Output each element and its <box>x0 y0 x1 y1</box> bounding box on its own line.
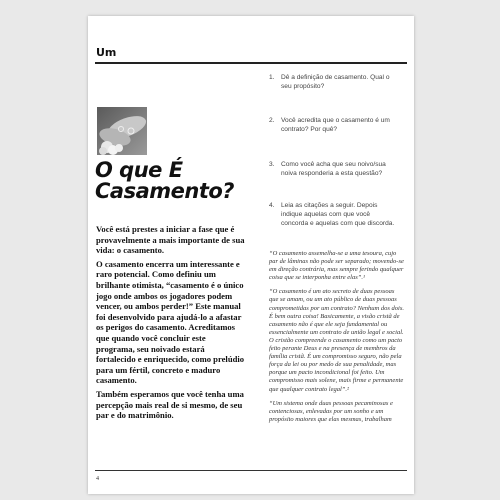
chapter-label: Um <box>96 46 117 59</box>
wedding-photo-icon <box>97 107 147 155</box>
quote-paragraph: “O casamento é um ato secreto de duas pessoas que se amam, ou um ato público de duas pessoas comprometidas por um contrato? Nenhum dos dois. É bem outra coisa! Basicamente, a visão cristã de casamento não é que ele seja fundamental ou essencialmente um contrato de união legal e social. O cristão compreende o casamento como um pacto feito perante Deus e na presença de membros da família cristã. É um compromisso seguro, não pela força da lei ou por medo de sua penalidade, mas porque um pacto incondicional foi feito. Um compromisso mais solene, mais firme e permanente que qualquer contrato legal”.² <box>269 288 404 393</box>
question-number: 1. <box>269 74 275 81</box>
intro-paragraph: O casamento encerra um interessante e raro potencial. Como definiu um brilhante otimista, “casamento é o único jogo onde ambos os jogadores podem vencer, ou ambos perder!” Este manual foi desenvolvido para ajudá-lo a afastar os perigos do casamento. Acreditamos que quando você concluir este programa, seu noivado estará fortalecido e enriquecido, como prelúdio para um fértil, concreto e maduro casamento. <box>96 258 245 386</box>
question-number: 3. <box>269 161 275 168</box>
page-title <box>95 160 255 202</box>
title-line-1: O que É <box>95 158 183 182</box>
intro-paragraph: Você está prestes a iniciar a fase que é provavelmente a mais importante de sua vida: o casamento. <box>96 224 245 256</box>
quote-paragraph: “O casamento assemelha-se a uma tesoura, cujo par de lâminas não pode ser separado; movendo-se em direção contrária, mas sempre ferindo qualquer coisa que se interponha entre elas”.¹ <box>269 250 404 282</box>
header-rule <box>95 62 407 64</box>
question-2 <box>269 116 399 134</box>
title-line-2: Casamento? <box>95 179 234 203</box>
question-text: Leia as citações a seguir. Depois indique aquelas com que você concorda e aquelas com que discorda. <box>281 202 395 227</box>
question-number: 2. <box>269 117 275 124</box>
question-text: Dê a definição de casamento. Qual o seu propósito? <box>281 74 390 90</box>
question-number: 4. <box>269 202 275 209</box>
question-1 <box>269 73 399 91</box>
page-number: 4 <box>96 476 99 482</box>
quote-paragraph: “Um sistema onde duas pessoas pecaminosas e contenciosas, enlevadas por um sonho e um propósito maiores que elas mesmas, trabalham <box>269 399 393 423</box>
question-text: Como você acha que seu noivo/sua noiva responderia a esta questão? <box>281 161 386 177</box>
wedding-rings-photo <box>97 107 147 155</box>
intro-paragraph: Também esperamos que você tenha uma percepção mais real de si mesmo, de seu par e do matrimônio. <box>96 388 244 421</box>
footer-rule <box>95 470 407 471</box>
intro-text <box>96 224 246 424</box>
question-3 <box>269 160 399 178</box>
quotes-column <box>269 250 404 430</box>
question-text: Você acredita que o casamento é um contrato? Por quê? <box>281 117 390 133</box>
question-4 <box>269 201 399 228</box>
